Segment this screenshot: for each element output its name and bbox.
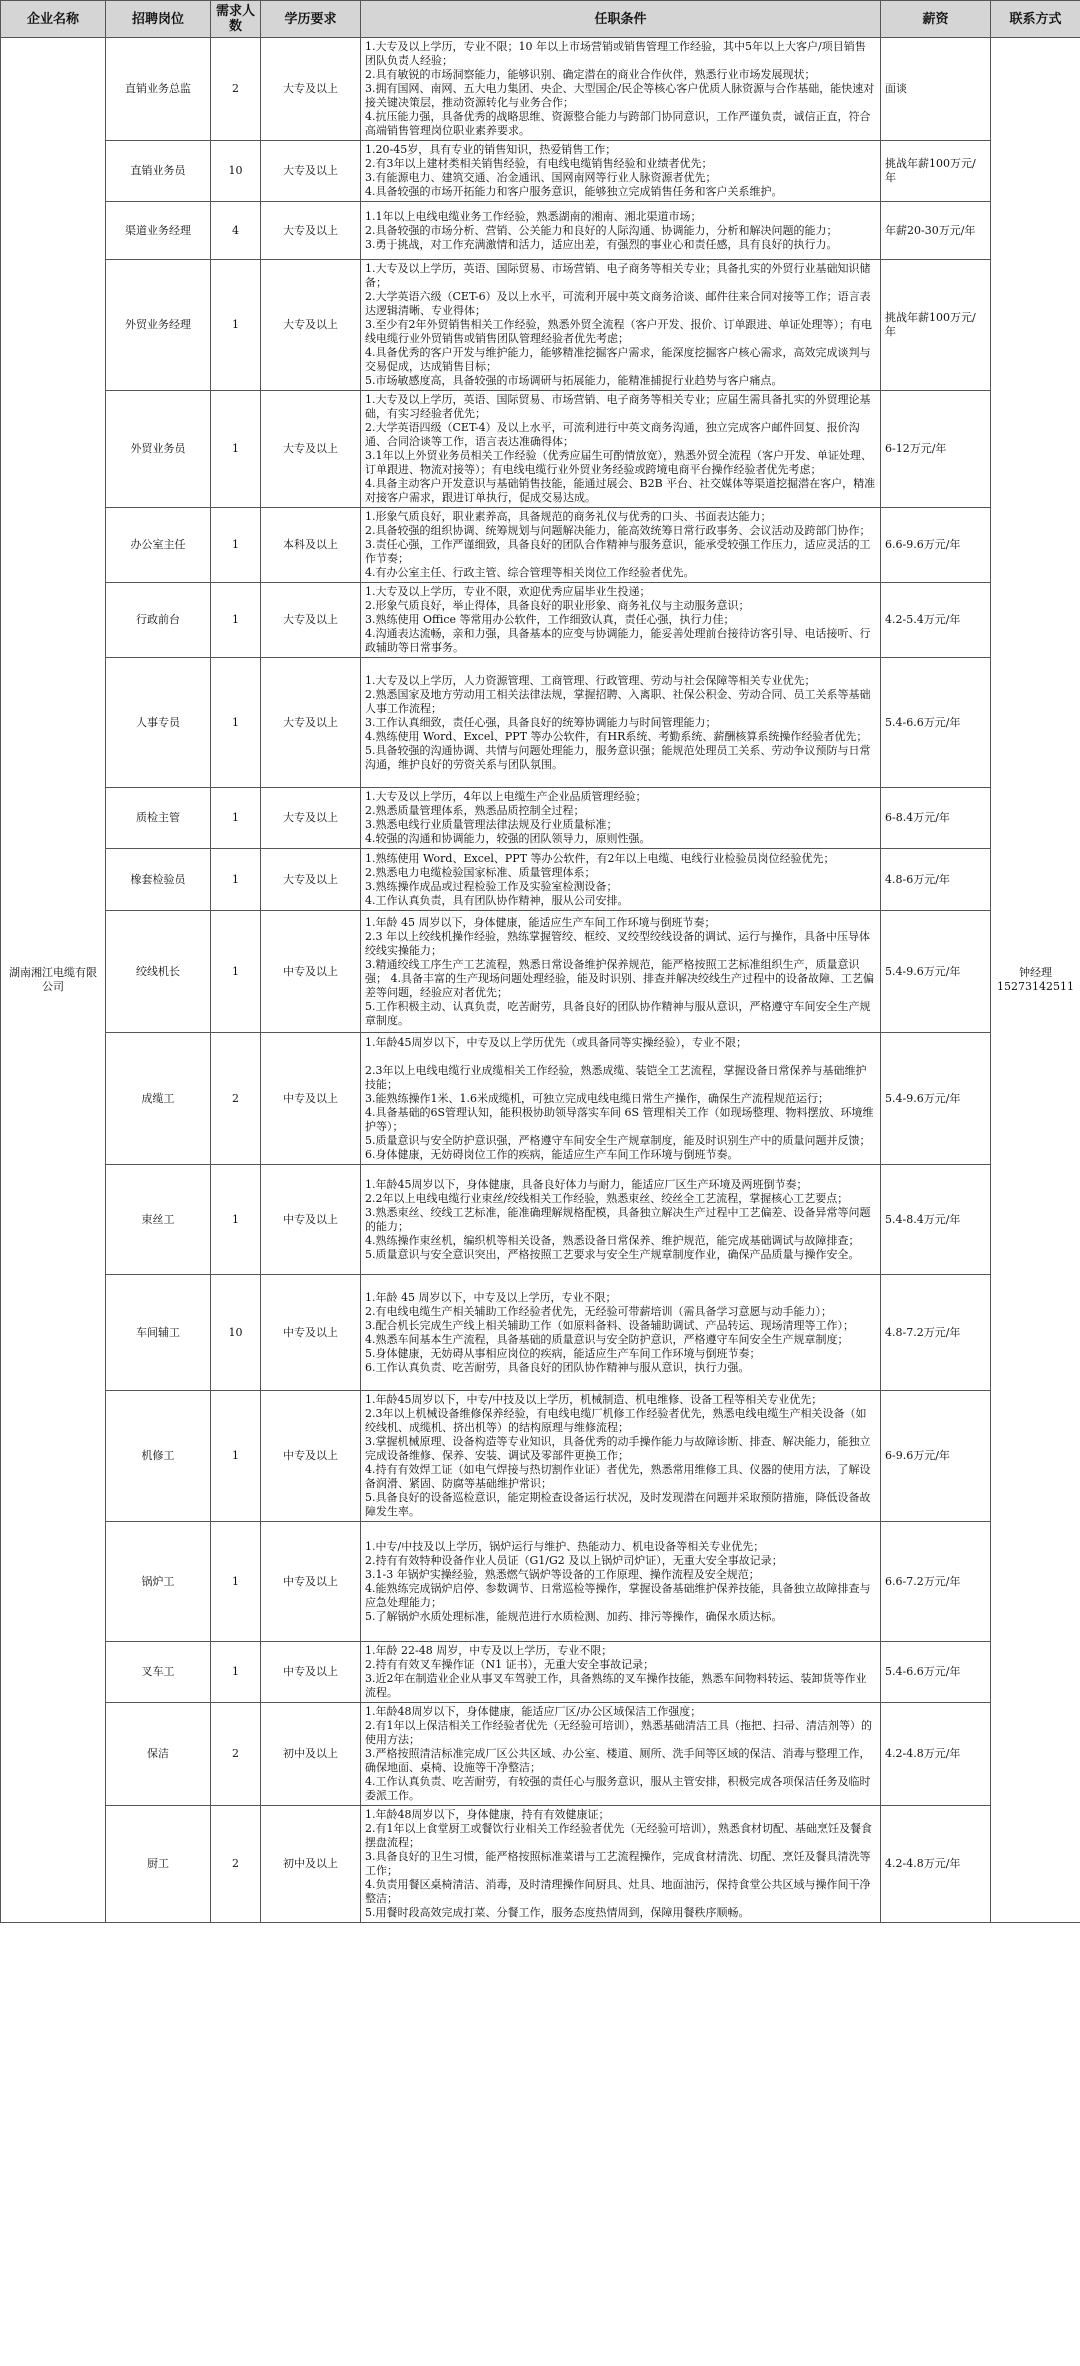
headcount: 1: [211, 658, 261, 788]
requirement-line: 2.持有有效叉车操作证（N1 证书），无重大安全事故记录；: [365, 1658, 655, 1671]
requirement-line: 2.3年以上机械设备维修保养经验，有电线电缆厂机修工作经验者优先，熟悉电线电缆生产相关设备（如绞线机、成缆机、挤出机等）的结构原理与维修流程；: [365, 1407, 867, 1434]
requirement-line: 2.具备较强的市场分析、营销、公关能力和良好的人际沟通、协调能力，分析和解决问题的能力；: [365, 223, 838, 237]
requirement-line: 4.较强的沟通和协调能力，较强的团队领导力，原则性强。: [365, 832, 651, 845]
table-row: [1, 1033, 1080, 1165]
requirement-line: 5.用餐时段高效完成打菜、分餐工作，服务态度热情周到，保障用餐秩序顺畅。: [365, 1906, 750, 1919]
header-row: [1, 1, 1080, 38]
header-salary: 薪资: [881, 1, 991, 38]
salary: 4.8-6万元/年: [881, 849, 991, 911]
position-name: 直销业务总监: [106, 38, 211, 141]
requirement-line: 1.大专及以上学历，专业不限；10 年以上市场营销或销售管理工作经验，其中5年以上大客户/项目销售团队负责人经验；: [365, 40, 866, 67]
table-row: [1, 658, 1080, 788]
table-row: [1, 788, 1080, 849]
salary: 4.8-7.2万元/年: [881, 1275, 991, 1391]
requirement-line: 1.年龄45周岁以下，身体健康，具备良好体力与耐力，能适应厂区生产环境及两班倒节奏；: [365, 1177, 808, 1191]
requirement-line: 4.具备较强的市场开拓能力和客户服务意识，能够独立完成销售任务和客户关系维护。: [365, 185, 783, 198]
requirements: [361, 391, 881, 508]
requirement-line: 3.具备良好的卫生习惯，能严格按照标准菜谱与工艺流程操作，完成食材清洗、切配、烹饪及餐具清洗等工作；: [365, 1850, 871, 1877]
table-row: [1, 1522, 1080, 1642]
education: 大专及以上: [261, 583, 361, 658]
requirement-line: 2.3年以上电线电缆行业成缆相关工作经验，熟悉成缆、装铠全工艺流程，掌握设备日常保养与基础维护技能；: [365, 1063, 867, 1091]
requirement-line: 4.抗压能力强，具备优秀的战略思维、资源整合能力与跨部门协同意识，工作严谨负责，诚信正直，符合高端销售管理岗位职业素养要求。: [365, 110, 871, 137]
education: 中专及以上: [261, 1165, 361, 1275]
requirement-line: 1.大专及以上学历，英语、国际贸易、市场营销、电子商务等相关专业；应届生需具备扎实的外贸理论基础，有实习经验者优先；: [365, 393, 871, 420]
requirement-line: 3.1-3 年锅炉实操经验，熟悉燃气锅炉等设备的工作原理、操作流程及安全规范；: [365, 1567, 760, 1581]
education: 中专及以上: [261, 1275, 361, 1391]
salary: 6-8.4万元/年: [881, 788, 991, 849]
table-row: [1, 1703, 1080, 1806]
requirement-line: 4.有办公室主任、行政主管、综合管理等相关岗位工作经验者优先。: [365, 566, 695, 579]
education: 中专及以上: [261, 911, 361, 1033]
salary: 6.6-9.6万元/年: [881, 508, 991, 583]
requirement-line: 5.身体健康，无妨碍从事相应岗位的疾病，能适应生产车间工作环境与倒班节奏；: [365, 1346, 761, 1360]
requirement-line: 2.大学英语六级（CET-6）及以上水平，可流利开展中英文商务洽谈、邮件往来合同对接等工作；语言表达逻辑清晰、专业得体；: [365, 290, 871, 317]
education: 大专及以上: [261, 202, 361, 260]
position-name: 锅炉工: [106, 1522, 211, 1642]
salary: 4.2-5.4万元/年: [881, 583, 991, 658]
table-row: [1, 1275, 1080, 1391]
education: 大专及以上: [261, 391, 361, 508]
position-name: 绞线机长: [106, 911, 211, 1033]
requirement-line: 6.工作认真负责、吃苦耐劳，具备良好的团队协作精神与服从意识，执行力强。: [365, 1360, 750, 1374]
header-company: 企业名称: [1, 1, 106, 38]
requirements: [361, 260, 881, 391]
position-name: 橡套检验员: [106, 849, 211, 911]
table-row: [1, 911, 1080, 1033]
requirement-line: 1.年龄45周岁以下，中专及以上学历优先（或具备同等实操经验），专业不限；: [365, 1035, 747, 1049]
salary: 挑战年薪100万元/年: [881, 260, 991, 391]
education: 大专及以上: [261, 788, 361, 849]
requirement-line: 1.大专及以上学历，专业不限，欢迎优秀应届毕业生投递；: [365, 585, 651, 598]
salary: 4.2-4.8万元/年: [881, 1703, 991, 1806]
table-row: [1, 583, 1080, 658]
headcount: 1: [211, 1642, 261, 1703]
requirements: [361, 911, 881, 1033]
requirements: [361, 1806, 881, 1923]
requirement-line: 3.拥有国网、南网、五大电力集团、央企、大型国企/民企等核心客户优质人脉资源与合作基础，能快速对接关键决策层，推动资源转化与业务合作；: [365, 82, 875, 109]
table-row: [1, 38, 1080, 141]
requirements: [361, 141, 881, 202]
requirement-line: 4.具备优秀的客户开发与维护能力，能够精准挖掘客户需求，能深度挖掘客户核心需求，高效完成谈判与交易促成，达成销售目标；: [365, 346, 871, 373]
headcount: 1: [211, 1165, 261, 1275]
position-name: 车间辅工: [106, 1275, 211, 1391]
salary: 5.4-6.6万元/年: [881, 658, 991, 788]
requirement-line: 3.掌握机械原理、设备构造等专业知识，具备优秀的动手操作能力与故障诊断、排查、解决能力，能独立完成设备维修、保养、安装、调试及零部件更换工作；: [365, 1435, 871, 1462]
salary: 4.2-4.8万元/年: [881, 1806, 991, 1923]
headcount: 2: [211, 38, 261, 141]
requirement-line: 2.3 年以上绞线机操作经验，熟练掌握管绞、框绞、叉绞型绞线设备的调试、运行与操作，具备中压导体绞线实操能力；: [365, 929, 870, 957]
requirements: [361, 1522, 881, 1642]
header-requirements: 任职条件: [361, 1, 881, 38]
requirements: [361, 1642, 881, 1703]
headcount: 1: [211, 1522, 261, 1642]
requirement-line: [365, 1050, 876, 1064]
requirement-line: 4.熟悉车间基本生产流程，具备基础的质量意识与安全防护意识，严格遵守车间安全生产规章制度；: [365, 1332, 849, 1346]
headcount: 1: [211, 391, 261, 508]
header-education: 学历要求: [261, 1, 361, 38]
education: 初中及以上: [261, 1806, 361, 1923]
position-name: 行政前台: [106, 583, 211, 658]
requirement-line: 5.质量意识与安全意识突出，严格按照工艺要求与安全生产规章制度作业，确保产品质量与操作安全。: [365, 1247, 860, 1261]
education: 大专及以上: [261, 658, 361, 788]
requirement-line: 1.大专及以上学历，人力资源管理、工商管理、行政管理、劳动与社会保障等相关专业优先；: [365, 673, 816, 687]
requirement-line: 1.中专/中技及以上学历，锅炉运行与维护、热能动力、机电设备等相关专业优先；: [365, 1539, 765, 1553]
requirement-line: 3.责任心强，工作严谨细致，具备良好的团队合作精神与服务意识，能承受较强工作压力，适应灵活的工作节奏；: [365, 538, 871, 565]
education: 大专及以上: [261, 849, 361, 911]
requirement-line: 1.年龄 45 周岁以下，中专及以上学历，专业不限；: [365, 1290, 617, 1304]
position-name: 保洁: [106, 1703, 211, 1806]
table-row: [1, 1642, 1080, 1703]
requirement-line: 4.能熟练完成锅炉启停、参数调节、日常巡检等操作，掌握设备基础维护保养技能，具备独立故障排查与应急处理能力；: [365, 1581, 871, 1609]
requirements: [361, 1391, 881, 1522]
requirement-line: 3.配合机长完成生产线上相关辅助工作（如原料备料、设备辅助调试、产品转运、现场清理等工作）；: [365, 1318, 854, 1332]
salary: 6-9.6万元/年: [881, 1391, 991, 1522]
education: 本科及以上: [261, 508, 361, 583]
headcount: 1: [211, 508, 261, 583]
position-name: 束丝工: [106, 1165, 211, 1275]
education: 初中及以上: [261, 1703, 361, 1806]
requirement-line: 6.身体健康，无妨碍岗位工作的疾病，能适应生产车间工作环境与倒班节奏。: [365, 1147, 739, 1161]
requirement-line: 3.能熟练操作1米、1.6米成缆机，可独立完成电线电缆日常生产操作，确保生产流程规范运行；: [365, 1091, 829, 1105]
requirement-line: 4.熟练使用 Word、Excel、PPT 等办公软件，有HR系统、考勤系统、薪酬核算系统操作经验者优先；: [365, 729, 868, 743]
position-name: 成缆工: [106, 1033, 211, 1165]
requirement-line: 1.年龄 45 周岁以下，身体健康，能适应生产车间工作环境与倒班节奏；: [365, 915, 716, 929]
education: 大专及以上: [261, 38, 361, 141]
requirement-line: 4.持有有效焊工证（如电气焊接与热切割作业证）者优先，熟悉常用维修工具、仪器的使用方法，了解设备润滑、紧固、防腐等基础维护常识；: [365, 1463, 871, 1490]
requirements: [361, 788, 881, 849]
requirement-line: 2.有1年以上食堂厨工或餐饮行业相关工作经验者优先（无经验可培训），熟悉食材切配、基础烹饪及餐食摆盘流程；: [365, 1822, 872, 1849]
requirement-line: 2.2年以上电线电缆行业束丝/绞线相关工作经验，熟悉束丝、绞丝全工艺流程，掌握核心工艺要点；: [365, 1191, 849, 1205]
requirement-line: 3.工作认真细致，责任心强，具备良好的统筹协调能力与时间管理能力；: [365, 715, 717, 729]
requirement-line: 3.至少有2年外贸销售相关工作经验，熟悉外贸全流程（客户开发、报价、订单跟进、单证处理等）；有电线电缆行业外贸销售或销售团队管理经验者优先考虑；: [365, 318, 872, 345]
headcount: 4: [211, 202, 261, 260]
headcount: 10: [211, 141, 261, 202]
education: 中专及以上: [261, 1522, 361, 1642]
salary: 6-12万元/年: [881, 391, 991, 508]
contact-info: 钟经理 15273142511: [991, 38, 1080, 1923]
requirement-line: 3.熟悉束丝、绞线工艺标准，能准确理解规格配模，具备独立解决生产过程中工艺偏差、设备异常等问题的能力；: [365, 1205, 871, 1233]
requirement-line: 5.具备较强的沟通协调、共情与问题处理能力，服务意识强；能规范处理员工关系、劳动争议预防与日常沟通，维护良好的劳资关系与团队氛围。: [365, 743, 871, 771]
requirement-line: 4.沟通表达流畅，亲和力强，具备基本的应变与协调能力，能妥善处理前台接待访客引导、电话接听、行政辅助等日常事务。: [365, 627, 871, 654]
headcount: 2: [211, 1703, 261, 1806]
salary: 6.6-7.2万元/年: [881, 1522, 991, 1642]
requirement-line: 5.了解锅炉水质处理标准，能规范进行水质检测、加药、排污等操作，确保水质达标。: [365, 1609, 783, 1623]
salary: 5.4-8.4万元/年: [881, 1165, 991, 1275]
requirement-line: 5.工作积极主动、认真负责，吃苦耐劳，具备良好的团队协作精神与服从意识，严格遵守车间安全生产规章制度。: [365, 999, 871, 1027]
requirement-line: 2.形象气质良好，举止得体，具备良好的职业形象、商务礼仪与主动服务意识；: [365, 599, 750, 612]
requirement-line: 5.质量意识与安全防护意识强，严格遵守车间安全生产规章制度，能及时识别生产中的质量问题并反馈；: [365, 1133, 871, 1147]
education: 中专及以上: [261, 1642, 361, 1703]
headcount: 10: [211, 1275, 261, 1391]
requirement-line: 3.熟练使用 Office 等常用办公软件，工作细致认真，责任心强，执行力佳；: [365, 613, 735, 626]
salary: 年薪20-30万元/年: [881, 202, 991, 260]
requirements: [361, 38, 881, 141]
requirement-line: 1.1年以上电线电缆业务工作经验，熟悉湖南的湘南、湘北渠道市场；: [365, 209, 702, 223]
requirement-line: 2.熟悉国家及地方劳动用工相关法律法规，掌握招聘、入离职、社保公积金、劳动合同、员工关系等基础人事工作流程；: [365, 687, 871, 715]
requirement-line: 1.20-45岁，具有专业的销售知识，热爱销售工作；: [365, 143, 617, 156]
requirement-line: 5.具备良好的设备巡检意识，能定期检查设备运行状况，及时发现潜在问题并采取预防措施，降低设备故障发生率。: [365, 1491, 871, 1518]
education: 中专及以上: [261, 1391, 361, 1522]
requirement-line: 1.年龄48周岁以下，身体健康，持有有效健康证；: [365, 1808, 610, 1821]
requirement-line: 5.市场敏感度高，具备较强的市场调研与拓展能力，能精准捕捉行业趋势与客户痛点。: [365, 374, 783, 387]
requirements: [361, 1703, 881, 1806]
requirement-line: 2.持有有效特种设备作业人员证（G1/G2 及以上锅炉司炉证），无重大安全事故记录；: [365, 1553, 783, 1567]
headcount: 1: [211, 788, 261, 849]
headcount: 1: [211, 260, 261, 391]
table-row: [1, 391, 1080, 508]
requirement-line: 4.工作认真负责，具有团队协作精神，服从公司安排。: [365, 893, 629, 907]
table-row: [1, 508, 1080, 583]
requirements: [361, 202, 881, 260]
requirement-line: 1.大专及以上学历，4年以上电缆生产企业品质管理经验；: [365, 790, 647, 803]
table-row: [1, 1391, 1080, 1522]
header-position: 招聘岗位: [106, 1, 211, 38]
requirement-line: 4.工作认真负责、吃苦耐劳，有较强的责任心与服务意识，服从主管安排，积极完成各项保洁任务及临时委派工作。: [365, 1775, 871, 1802]
requirement-line: 1.形象气质良好，职业素养高，具备规范的商务礼仪与优秀的口头、书面表达能力；: [365, 510, 772, 523]
position-name: 外贸业务员: [106, 391, 211, 508]
position-name: 直销业务员: [106, 141, 211, 202]
requirements: [361, 508, 881, 583]
requirement-line: 3.熟悉电线行业质量管理法律法规及行业质量标准；: [365, 818, 618, 831]
table-row: [1, 1806, 1080, 1923]
education: 大专及以上: [261, 260, 361, 391]
requirement-line: 4.具备主动客户开发意识与基础销售技能，能通过展会、B2B 平台、社交媒体等渠道挖掘潜在客户，精准对接客户需求，跟进订单执行，促成交易达成。: [365, 477, 876, 504]
requirement-line: 2.有电线电缆生产相关辅助工作经验者优先，无经验可带薪培训（需具备学习意愿与动手能力）；: [365, 1304, 832, 1318]
salary: 面谈: [881, 38, 991, 141]
education: 中专及以上: [261, 1033, 361, 1165]
position-name: 人事专员: [106, 658, 211, 788]
table-row: [1, 141, 1080, 202]
salary: 5.4-9.6万元/年: [881, 1033, 991, 1165]
headcount: 2: [211, 1033, 261, 1165]
requirement-line: 2.大学英语四级（CET-4）及以上水平，可流利进行中英文商务沟通，独立完成客户邮件回复、报价沟通、合同洽谈等工作，语言表达准确得体；: [365, 421, 860, 448]
requirement-line: 1.大专及以上学历，英语、国际贸易、市场营销、电子商务等相关专业；具备扎实的外贸行业基础知识储备；: [365, 262, 871, 289]
salary: 5.4-6.6万元/年: [881, 1642, 991, 1703]
requirements: [361, 583, 881, 658]
requirement-line: 3.精通绞线工序生产工艺流程，熟悉日常设备维护保养规范，能严格按照工艺标准组织生产，质量意识强； 4.具备丰富的生产现场问题处理经验，能及时识别、排查并解决绞线生产过程中的设备故障、工艺偏差等问题，经验应对者优先；: [365, 957, 874, 999]
table-row: [1, 849, 1080, 911]
requirement-line: 1.年龄48周岁以下，身体健康，能适应厂区/办公区域保洁工作强度；: [365, 1705, 702, 1718]
requirement-line: 4.熟练操作束丝机，编织机等相关设备，熟悉设备日常保养、维护规范，能完成基础调试与故障排查；: [365, 1233, 860, 1247]
requirements: [361, 1275, 881, 1391]
requirement-line: 2.具备较强的组织协调、统筹规划与问题解决能力，能高效统筹日常行政事务、会议活动及跨部门协作；: [365, 524, 871, 537]
requirement-line: 1.年龄 22-48 周岁，中专及以上学历，专业不限；: [365, 1644, 613, 1657]
salary: 5.4-9.6万元/年: [881, 911, 991, 1033]
education: 大专及以上: [261, 141, 361, 202]
requirement-line: 3.熟练操作成品或过程检验工作及实验室检测设备；: [365, 879, 618, 893]
requirement-line: 2.有1年以上保洁相关工作经验者优先（无经验可培训），熟悉基础清洁工具（拖把、扫帚、清洁剂等）的使用方法；: [365, 1719, 872, 1746]
company-name: 湖南湘江电缆有限公司: [1, 38, 106, 1923]
requirements: [361, 849, 881, 911]
headcount: 2: [211, 1806, 261, 1923]
requirements: [361, 1033, 881, 1165]
header-count: 需求人数: [211, 1, 261, 38]
salary: 挑战年薪100万元/年: [881, 141, 991, 202]
requirement-line: 2.熟悉质量管理体系，熟悉品质控制全过程；: [365, 804, 585, 817]
requirement-line: 4.具备基础的6S管理认知，能积极协助领导落实车间 6S 管理相关工作（如现场整理、物料摆放、环境维护等）；: [365, 1105, 874, 1133]
requirements: [361, 1165, 881, 1275]
table-row: [1, 1165, 1080, 1275]
position-name: 外贸业务经理: [106, 260, 211, 391]
position-name: 质检主管: [106, 788, 211, 849]
requirement-line: 2.熟悉电力电缆检验国家标准、质量管理体系；: [365, 865, 596, 879]
headcount: 1: [211, 911, 261, 1033]
position-name: 厨工: [106, 1806, 211, 1923]
requirement-line: 4.负责用餐区桌椅清洁、消毒，及时清理操作间厨具、灶具、地面油污，保持食堂公共区域与操作间干净整洁；: [365, 1878, 871, 1905]
table-row: [1, 260, 1080, 391]
headcount: 1: [211, 583, 261, 658]
header-contact: 联系方式: [991, 1, 1080, 38]
requirements: [361, 658, 881, 788]
requirement-line: 3.有能源电力、建筑交通、冶金通讯、国网南网等行业人脉资源者优先；: [365, 171, 717, 184]
headcount: 1: [211, 1391, 261, 1522]
requirement-line: 1.年龄45周岁以下，中专/中技及以上学历，机械制造、机电维修、设备工程等相关专业优先；: [365, 1393, 823, 1406]
requirement-line: 3.近2年在制造业企业从事叉车驾驶工作，具备熟练的叉车操作技能，熟悉车间物料转运、装卸货等作业流程。: [365, 1672, 867, 1699]
headcount: 1: [211, 849, 261, 911]
requirement-line: 3.1年以上外贸业务员相关工作经验（优秀应届生可酌情放宽），熟悉外贸全流程（客户开发、单证处理、订单跟进、物流对接等）；有电线电缆行业外贸业务经验或跨境电商平台操作经验者优先考虑；: [365, 449, 872, 476]
requirement-line: 1.熟练使用 Word、Excel、PPT 等办公软件，有2年以上电缆、电线行业检验员岗位经验优先；: [365, 851, 835, 865]
position-name: 叉车工: [106, 1642, 211, 1703]
requirement-line: 2.有3年以上建材类相关销售经验，有电线电缆销售经验和业绩者优先；: [365, 157, 713, 170]
position-name: 渠道业务经理: [106, 202, 211, 260]
position-name: 办公室主任: [106, 508, 211, 583]
requirement-line: 2.具有敏锐的市场洞察能力，能够识别、确定潜在的商业合作伙伴，熟悉行业市场发展现状；: [365, 68, 816, 81]
requirement-line: 3.严格按照清洁标准完成厂区公共区域、办公室、楼道、厕所、洗手间等区域的保洁、消毒与整理工作，确保地面、桌椅、设施等干净整洁；: [365, 1747, 871, 1774]
table-row: [1, 202, 1080, 260]
position-name: 机修工: [106, 1391, 211, 1522]
requirement-line: 3.勇于挑战，对工作充满激情和活力，适应出差，有强烈的事业心和责任感，具有良好的执行力。: [365, 237, 838, 251]
